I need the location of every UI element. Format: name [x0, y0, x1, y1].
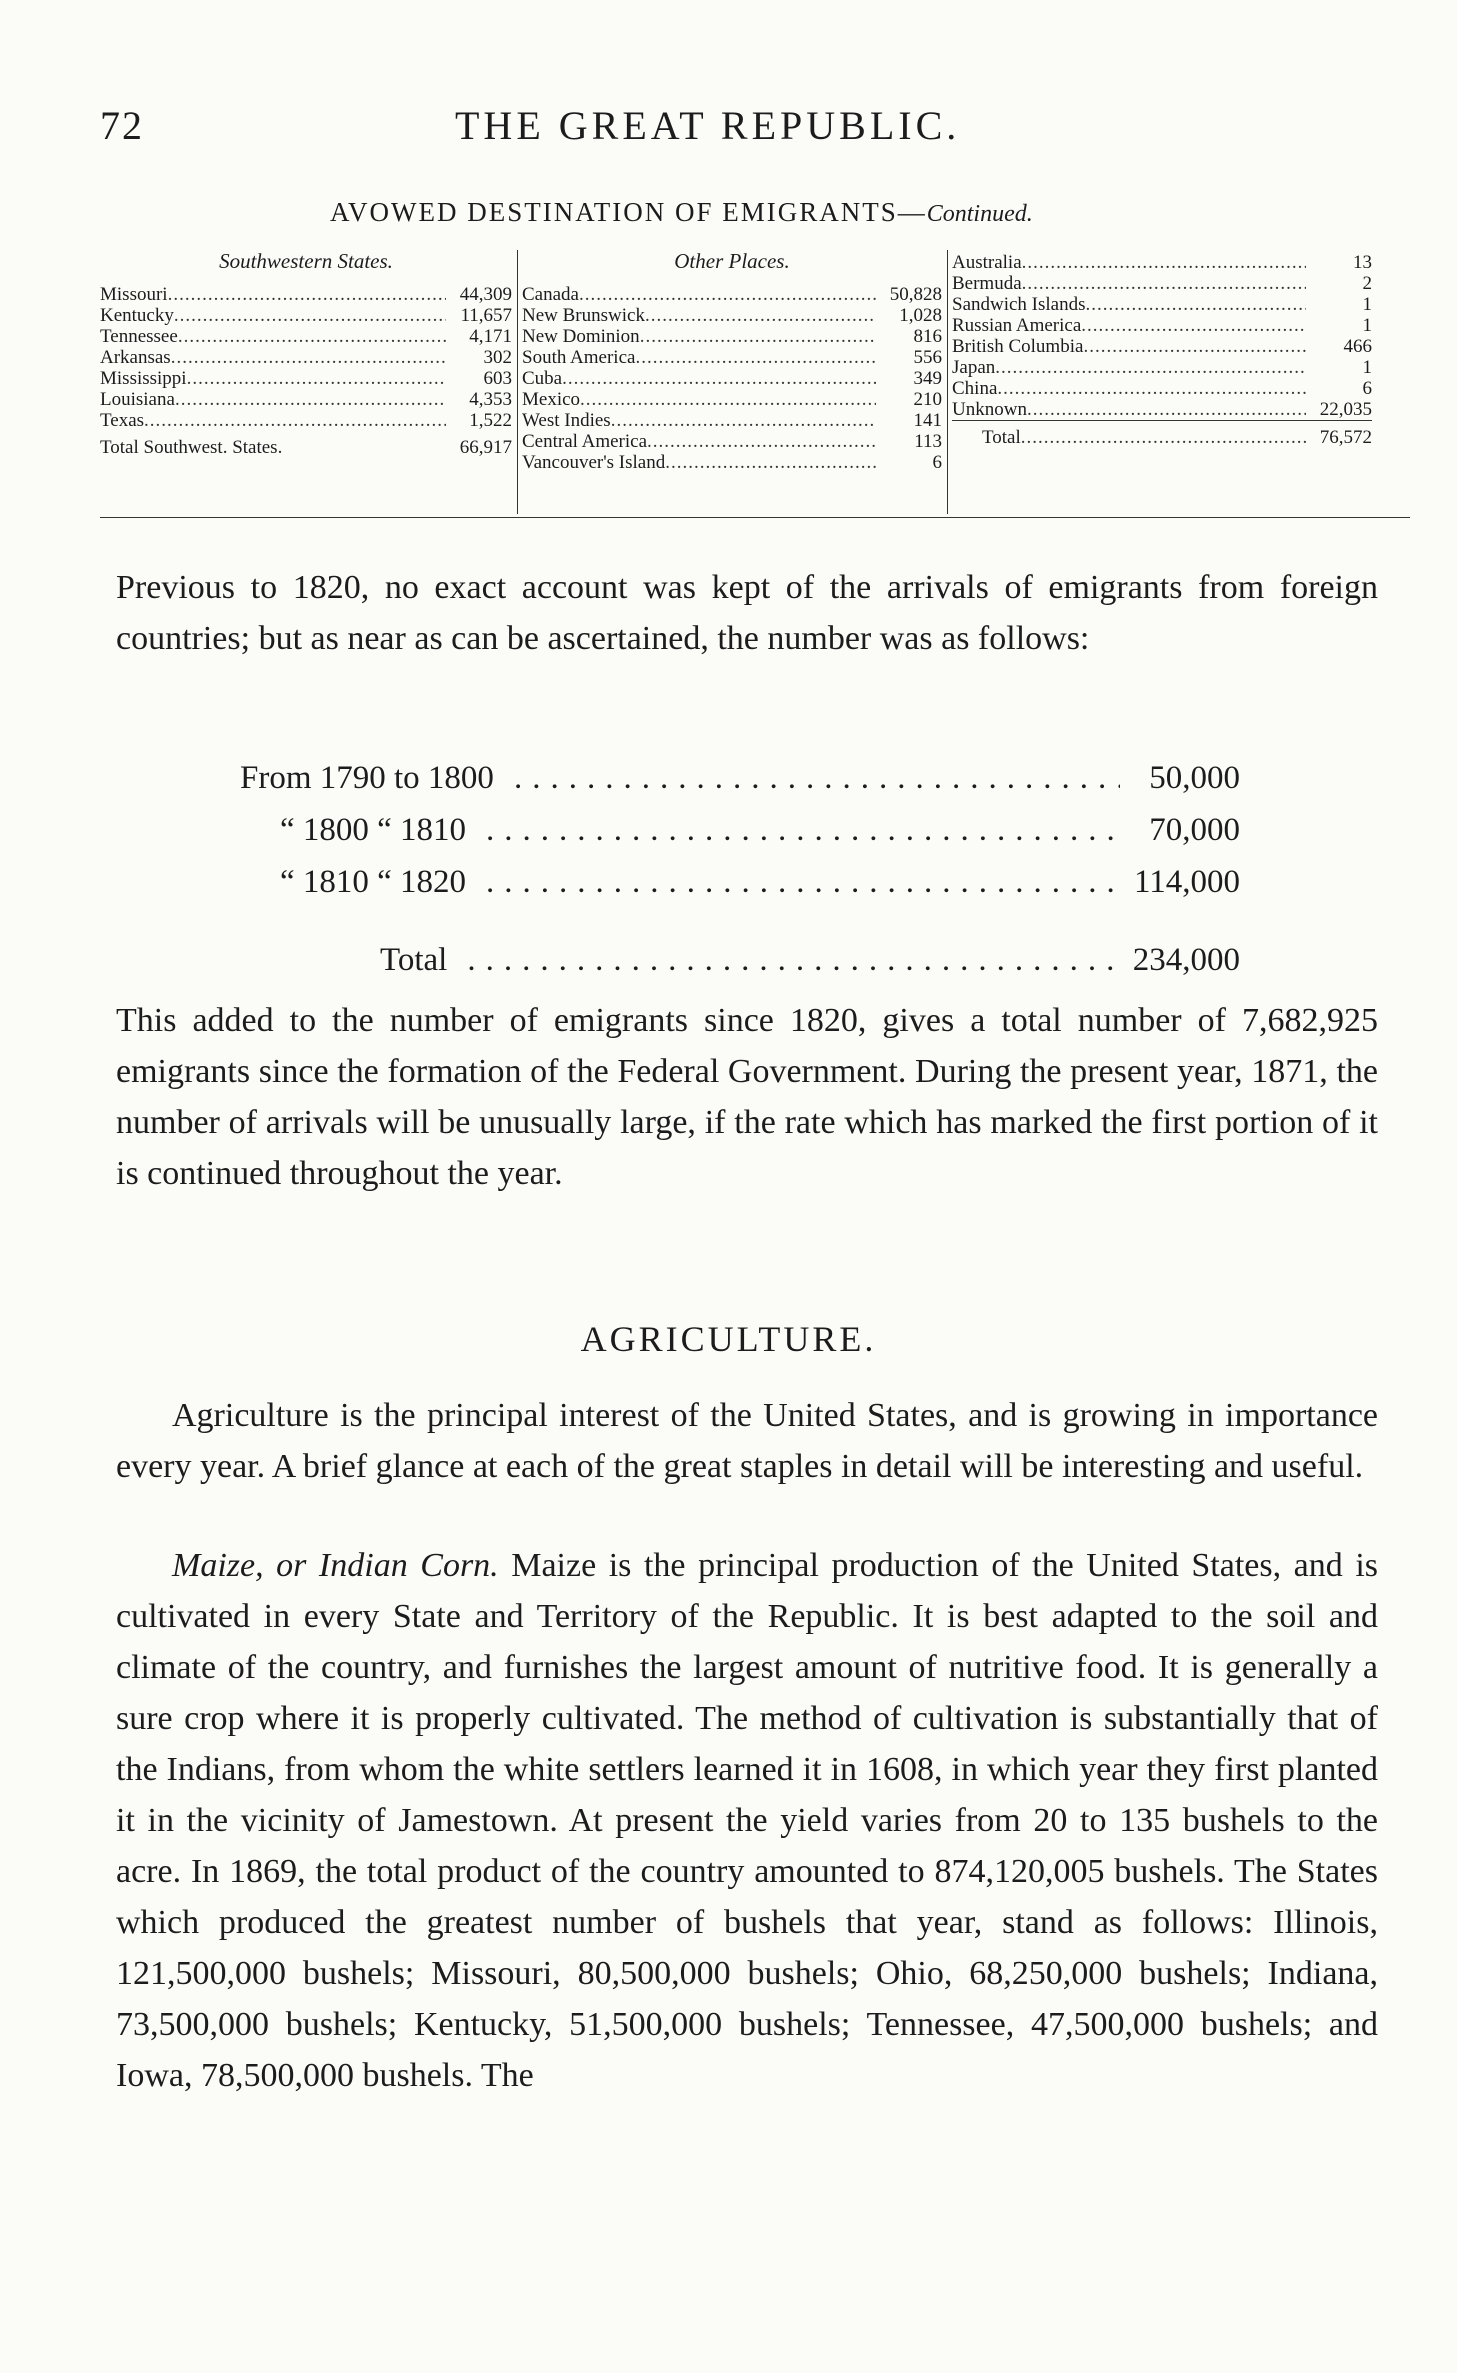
- paragraph: [116, 1540, 1378, 2101]
- table-bottom-rule: [100, 517, 1410, 518]
- table-row: Tennessee ..... 4,171: [100, 326, 512, 347]
- running-title: THE GREAT REPUBLIC.: [455, 103, 961, 148]
- estimate-row: “ 1810 “ 1820 ..... 114,000: [240, 864, 1240, 916]
- table-title: [330, 197, 1033, 228]
- column-divider: [517, 250, 518, 514]
- table-row: West Indies ..... 141: [522, 410, 942, 431]
- other-places-continued-column: [952, 252, 1372, 448]
- running-head: [100, 102, 1400, 162]
- paragraph-lead: Maize, or Indian Corn.: [172, 1547, 499, 1584]
- southwestern-states-column: [100, 246, 512, 458]
- table-row: Cuba ..... 349: [522, 368, 942, 389]
- paragraph: Previous to 1820, no exact account was kept of the arrivals of emigrants from foreign countries; but as near as can be ascertained, the number was as follows:: [116, 569, 1378, 657]
- table-row: Arkansas ..... 302: [100, 347, 512, 368]
- table-row: New Dominion ..... 816: [522, 326, 942, 347]
- table-total-row: Total Southwest. States. 66,917: [100, 437, 512, 458]
- table-row: Central America ..... 113: [522, 431, 942, 452]
- estimate-table: [240, 760, 1240, 994]
- table-row: Unknown ..... 22,035: [952, 399, 1372, 421]
- column-divider: [947, 250, 948, 514]
- estimate-total-row: Total ..... 234,000: [240, 942, 1240, 994]
- table-row: Canada ..... 50,828: [522, 284, 942, 305]
- table-title-continued: Continued.: [926, 201, 1033, 227]
- table-total-row: Total ..... 76,572: [952, 427, 1372, 448]
- table-row: Sandwich Islands ..... 1: [952, 294, 1372, 315]
- table-row: British Columbia ..... 466: [952, 336, 1372, 357]
- estimate-row: “ 1800 “ 1810 ..... 70,000: [240, 812, 1240, 864]
- table-row: Japan ..... 1: [952, 357, 1372, 378]
- paragraph: Agriculture is the principal interest of the United States, and is growing in importance every year. A brief glance at each of the great staples in detail will be interesting and useful.: [116, 1397, 1378, 1485]
- paragraph-text: Maize is the principal production of the United States, and is cultivated in every State and Territory of the Republic. It is best adapted to the soil and climate of the country, and furnishes the largest amount of nutritive food. It is generally a sure crop where it is properly cultivated. The method of cultivation is substantially that of the Indians, from whom the white settlers learned it in 1608, in which year they first planted it in the vicinity of Jamestown. At present the yield varies from 20 to 135 bushels to the acre. In 1869, the total product of the country amounted to 874,120,005 bushels. The States which produced the greatest number of bushels that year, stand as follows: Illinois, 121,500,000 bushels; Missouri, 80,500,000 bushels; Ohio, 68,250,000 bushels; Indiana, 73,500,000 bushels; Kentucky, 51,500,000 bushels; Tennessee, 47,500,000 bushels; and Iowa, 78,500,000 bushels. The: [116, 1547, 1378, 2094]
- table-row: Kentucky ..... 11,657: [100, 305, 512, 326]
- table-row: Louisiana ..... 4,353: [100, 389, 512, 410]
- estimate-row: From 1790 to 1800 ..... 50,000: [240, 760, 1240, 812]
- table-row: Russian America ..... 1: [952, 315, 1372, 336]
- table-row: Texas ..... 1,522: [100, 410, 512, 431]
- table-row: Mexico ..... 210: [522, 389, 942, 410]
- table-row: South America ..... 556: [522, 347, 942, 368]
- table-row: Mississippi ..... 603: [100, 368, 512, 389]
- table-row: Bermuda ..... 2: [952, 273, 1372, 294]
- other-places-column: [522, 246, 942, 473]
- table-row: Vancouver's Island ..... 6: [522, 452, 942, 473]
- column-heading: Other Places.: [674, 249, 790, 273]
- table-row: Australia ..... 13: [952, 252, 1372, 273]
- paragraph: This added to the number of emigrants since 1820, gives a total number of 7,682,925 emigrants since the formation of the Federal Government. During the present year, 1871, the number of arrivals will be unusually large, if the rate which has marked the first portion of it is continued throughout the year.: [116, 1002, 1378, 1192]
- column-heading: Southwestern States.: [219, 249, 393, 273]
- table-title-text: AVOWED DESTINATION OF EMIGRANTS—: [330, 197, 927, 227]
- table-row: China ..... 6: [952, 378, 1372, 399]
- table-row: New Brunswick ..... 1,028: [522, 305, 942, 326]
- section-heading: AGRICULTURE.: [580, 1319, 877, 1359]
- page-number: 72: [100, 103, 144, 148]
- table-row: Missouri ..... 44,309: [100, 284, 512, 305]
